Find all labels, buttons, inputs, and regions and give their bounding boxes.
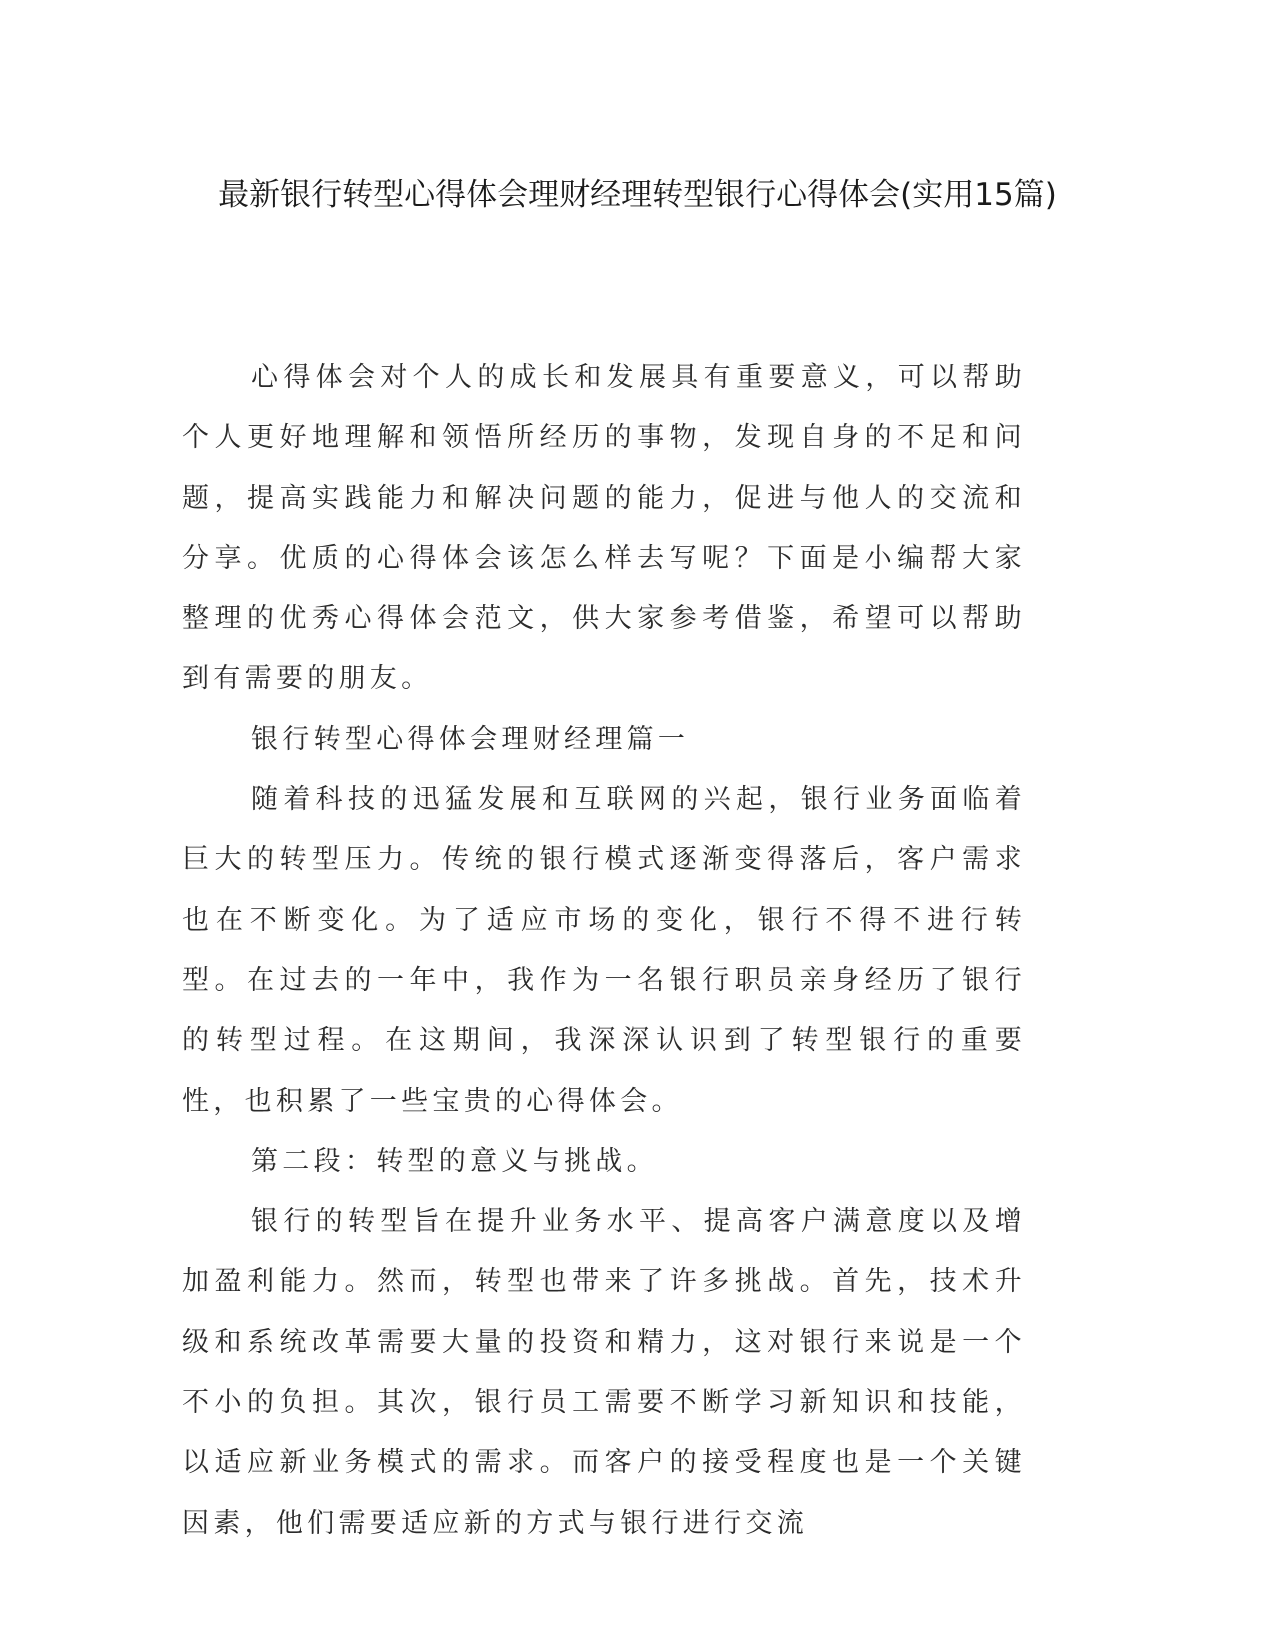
body-paragraph: 随着科技的迅猛发展和互联网的兴起，银行业务面临着巨大的转型压力。传统的银行模式逐渐变得落后，客户需求也在不断变化。为了适应市场的变化，银行不得不进行转型。在过去的一年中，我作为一名银行职员亲身经历了银行的转型过程。在这期间，我深深认识到了转型银行的重要性，也积累了一些宝贵的心得体会。	[182, 784, 1026, 1117]
body-paragraph: 银行的转型旨在提升业务水平、提高客户满意度以及增加盈利能力。然而，转型也带来了许多挑战。首先，技术升级和系统改革需要大量的投资和精力，这对银行来说是一个不小的负担。其次，银行员工需要不断学习新知识和技能，以适应新业务模式的需求。而客户的接受程度也是一个关键因素，他们需要适应新的方式与银行进行交流	[182, 1206, 1026, 1539]
section-heading-one: 银行转型心得体会理财经理篇一	[251, 723, 690, 755]
section-heading-two: 第二段：转型的意义与挑战。	[251, 1145, 658, 1177]
intro-paragraph: 心得体会对个人的成长和发展具有重要意义，可以帮助个人更好地理解和领悟所经历的事物，发现自身的不足和问题，提高实践能力和解决问题的能力，促进与他人的交流和分享。优质的心得体会该怎么样去写呢？下面是小编帮大家整理的优秀心得体会范文，供大家参考借鉴，希望可以帮助到有需要的朋友。	[182, 362, 1026, 695]
document-body	[182, 348, 1026, 1554]
document-title: 最新银行转型心得体会理财经理转型银行心得体会(实用15篇)	[218, 177, 1057, 213]
